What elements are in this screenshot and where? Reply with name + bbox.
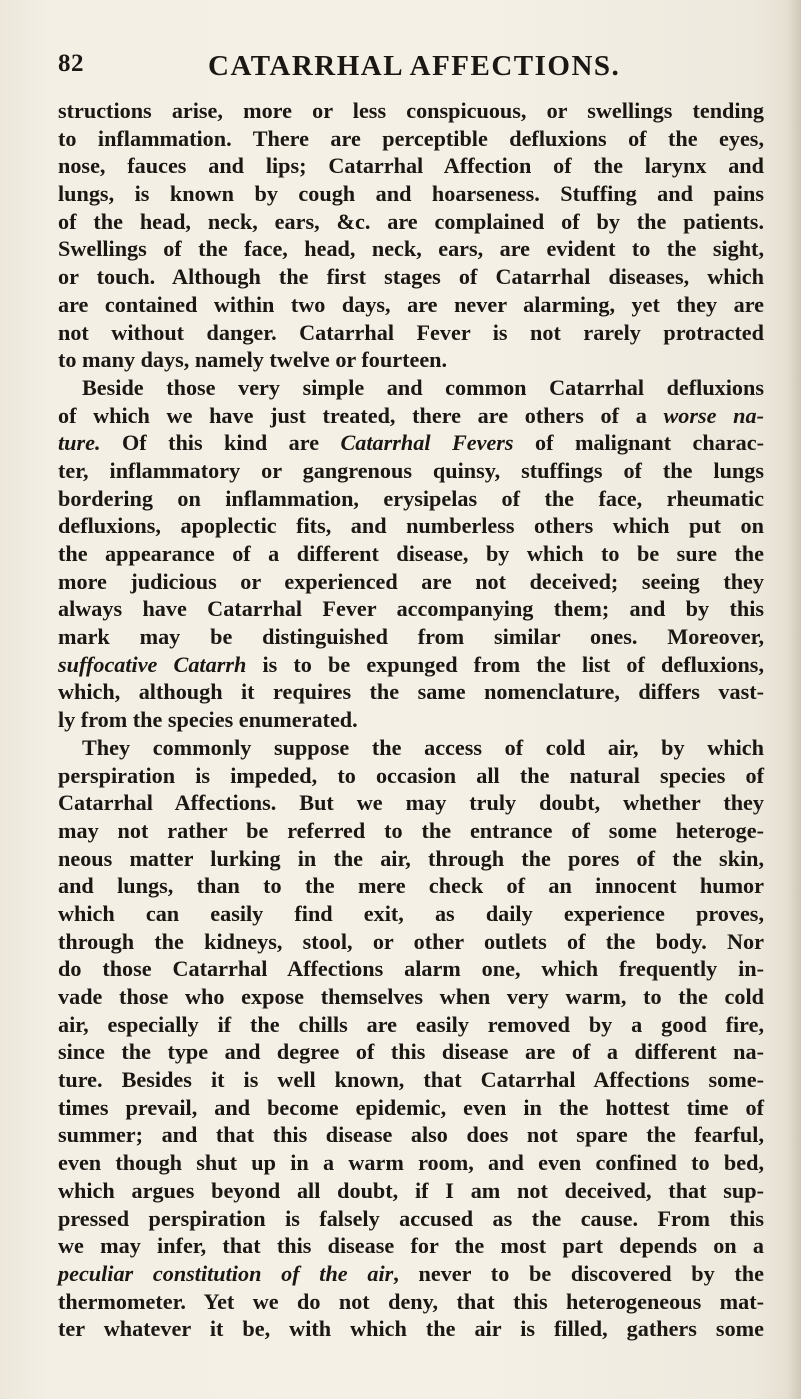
text-line bbox=[58, 678, 764, 706]
text-line bbox=[58, 374, 764, 402]
text-line bbox=[58, 955, 764, 983]
text-segment: since the type and degree of this disease are of a different na- bbox=[58, 1039, 764, 1065]
text-segment: ly from the species enumerated. bbox=[58, 707, 358, 733]
running-head bbox=[58, 50, 758, 86]
text-line bbox=[58, 706, 764, 734]
text-segment: even though shut up in a warm room, and even confined to bed, bbox=[58, 1150, 764, 1176]
text-line bbox=[58, 1011, 764, 1039]
running-head-title: CATARRHAL AFFECTIONS. bbox=[208, 50, 621, 82]
italic-text-segment: peculiar constitution of the air bbox=[58, 1260, 394, 1286]
text-segment: to many days, namely twelve or fourteen. bbox=[58, 347, 448, 373]
text-segment: not without danger. Catarrhal Fever is not rarely protracted bbox=[58, 319, 764, 345]
text-segment: always have Catarrhal Fever accompanying them; and by this bbox=[58, 596, 764, 622]
text-line bbox=[58, 152, 764, 180]
text-segment: ter, inflammatory or gangrenous quinsy, stuffings of the lungs bbox=[58, 457, 764, 483]
italic-text-segment: Catarrhal Fevers bbox=[340, 430, 514, 456]
text-segment: more judicious or experienced are not deceived; seeing they bbox=[58, 568, 764, 594]
text-line bbox=[58, 568, 764, 596]
text-segment: thermometer. Yet we do not deny, that this heterogeneous mat- bbox=[58, 1288, 764, 1314]
text-segment: ture. Besides it is well known, that Catarrhal Affections some- bbox=[58, 1067, 764, 1093]
text-line bbox=[58, 1315, 764, 1343]
text-segment: and lungs, than to the mere check of an innocent humor bbox=[58, 873, 764, 899]
text-segment: which, although it requires the same nomenclature, differs vast- bbox=[58, 679, 764, 705]
text-line bbox=[58, 595, 764, 623]
text-segment: may not rather be referred to the entrance of some heteroge- bbox=[58, 817, 764, 843]
text-line bbox=[58, 235, 764, 263]
text-segment: air, especially if the chills are easily removed by a good fire, bbox=[58, 1011, 764, 1037]
italic-text-segment: worse na- bbox=[663, 402, 764, 428]
text-segment: which argues beyond all doubt, if I am not deceived, that sup- bbox=[58, 1177, 764, 1203]
text-line bbox=[58, 1260, 764, 1288]
text-line bbox=[58, 208, 764, 236]
text-line bbox=[58, 817, 764, 845]
text-line bbox=[58, 346, 764, 374]
text-segment: perspiration is impeded, to occasion all the natural species of bbox=[58, 762, 764, 788]
text-segment: Swellings of the face, head, neck, ears, are evident to the sight, bbox=[58, 236, 764, 262]
text-segment: of malignant charac- bbox=[513, 430, 764, 456]
text-segment: vade those who expose themselves when very warm, to the cold bbox=[58, 984, 764, 1009]
text-line bbox=[58, 291, 764, 319]
italic-text-segment: suffocative Catarrh bbox=[58, 651, 247, 677]
text-segment: nose, fauces and lips; Catarrhal Affection of the larynx and bbox=[58, 153, 764, 179]
text-segment: or touch. Although the first stages of Catarrhal diseases, which bbox=[58, 264, 764, 290]
text-segment: defluxions, apoplectic fits, and numberless others which put on bbox=[58, 513, 764, 539]
text-line bbox=[58, 97, 764, 125]
text-line bbox=[58, 872, 764, 900]
text-segment: lungs, is known by cough and hoarseness. Stuffing and pains bbox=[58, 181, 764, 207]
page-number: 82 bbox=[58, 50, 84, 77]
text-line bbox=[58, 762, 764, 790]
page-edge-shadow bbox=[787, 0, 801, 1399]
text-segment: do those Catarrhal Affections alarm one, which frequently in- bbox=[58, 956, 764, 982]
italic-text-segment: ture. bbox=[58, 430, 101, 456]
text-line bbox=[58, 485, 764, 513]
text-line bbox=[58, 651, 764, 679]
text-line bbox=[58, 1177, 764, 1205]
text-line bbox=[58, 1149, 764, 1177]
text-line bbox=[58, 900, 764, 928]
text-line bbox=[58, 1232, 764, 1260]
text-line bbox=[58, 457, 764, 485]
text-line bbox=[58, 623, 764, 651]
text-line bbox=[58, 928, 764, 956]
text-line bbox=[58, 1038, 764, 1066]
text-segment: of which we have just treated, there are others of a bbox=[58, 402, 664, 428]
text-segment: to inflammation. There are perceptible defluxions of the eyes, bbox=[58, 125, 764, 151]
text-line bbox=[58, 789, 764, 817]
text-segment: Of this kind are bbox=[100, 430, 341, 456]
text-line bbox=[58, 983, 764, 1011]
body-text bbox=[58, 97, 764, 1343]
text-segment: structions arise, more or less conspicuous, or swellings tending bbox=[58, 98, 764, 123]
text-line bbox=[58, 845, 764, 873]
text-line bbox=[58, 125, 764, 153]
text-segment: is to be expunged from the list of defluxions, bbox=[246, 651, 764, 677]
text-segment: , never to be discovered by the bbox=[393, 1260, 764, 1286]
text-line bbox=[58, 319, 764, 347]
text-line bbox=[58, 429, 764, 457]
text-line bbox=[58, 734, 764, 762]
text-segment: bordering on inflammation, erysipelas of the face, rheumatic bbox=[58, 485, 764, 511]
text-segment: we may infer, that this disease for the most part depends on a bbox=[58, 1233, 764, 1259]
text-segment: through the kidneys, stool, or other outlets of the body. Nor bbox=[58, 928, 764, 954]
text-segment: pressed perspiration is falsely accused as the cause. From this bbox=[58, 1205, 764, 1231]
text-segment: neous matter lurking in the air, through the pores of the skin, bbox=[58, 845, 764, 871]
text-segment: They commonly suppose the access of cold air, by which bbox=[82, 734, 764, 760]
text-segment: mark may be distinguished from similar ones. Moreover, bbox=[58, 624, 764, 650]
text-line bbox=[58, 1066, 764, 1094]
text-segment: which can easily find exit, as daily experience proves, bbox=[58, 900, 764, 926]
text-line bbox=[58, 1094, 764, 1122]
text-line bbox=[58, 180, 764, 208]
text-line bbox=[58, 540, 764, 568]
text-segment: are contained within two days, are never alarming, yet they are bbox=[58, 291, 764, 317]
text-line bbox=[58, 263, 764, 291]
text-segment: summer; and that this disease also does not spare the fearful, bbox=[58, 1122, 764, 1148]
text-segment: the appearance of a different disease, by which to be sure the bbox=[58, 541, 764, 566]
text-segment: of the head, neck, ears, &c. are complained of by the patients. bbox=[58, 208, 764, 234]
text-segment: Beside those very simple and common Catarrhal defluxions bbox=[82, 374, 764, 400]
text-line bbox=[58, 1288, 764, 1316]
text-line bbox=[58, 1121, 764, 1149]
text-segment: times prevail, and become epidemic, even in the hottest time of bbox=[58, 1094, 764, 1120]
text-segment: ter whatever it be, with which the air is filled, gathers some bbox=[58, 1316, 764, 1342]
text-line bbox=[58, 1205, 764, 1233]
text-line bbox=[58, 512, 764, 540]
text-segment: Catarrhal Affections. But we may truly doubt, whether they bbox=[58, 790, 764, 816]
text-line bbox=[58, 402, 764, 430]
